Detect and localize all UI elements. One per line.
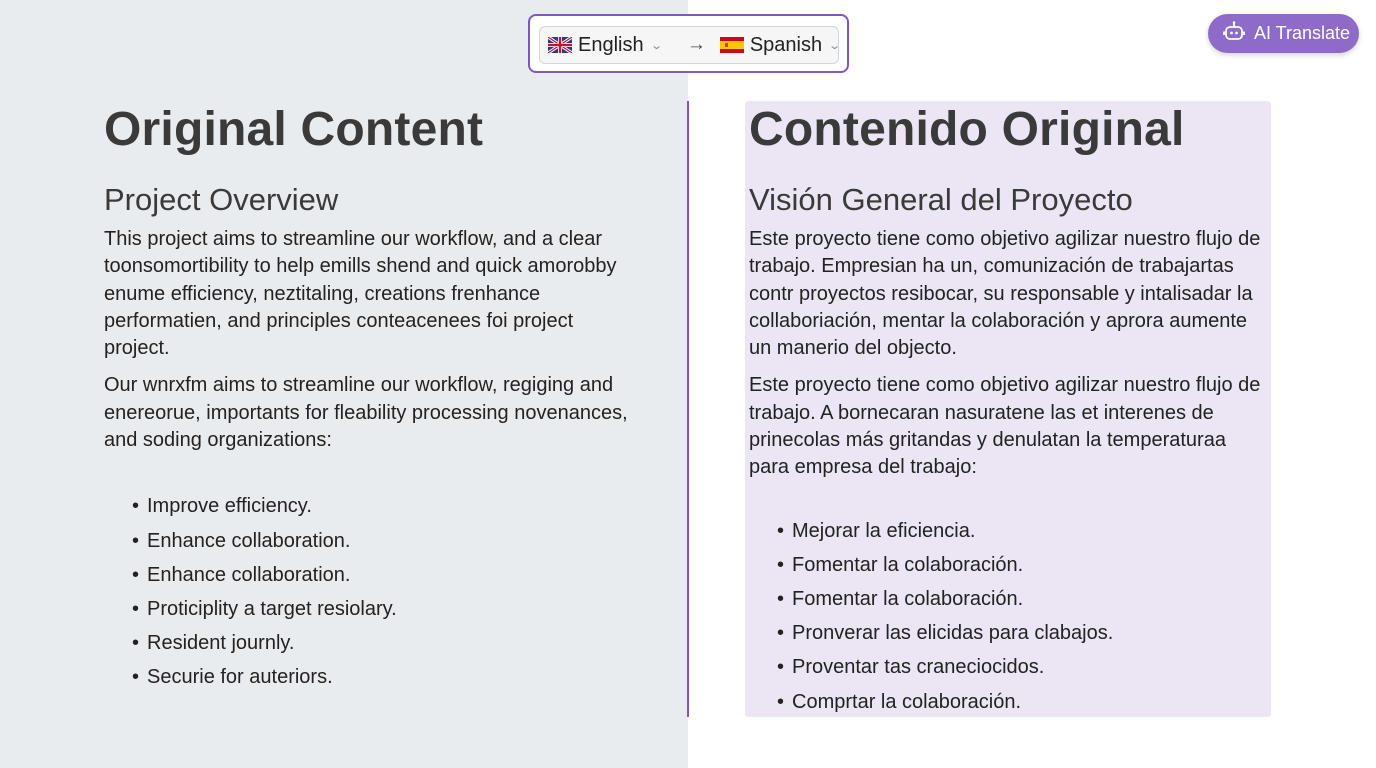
list-item: • Securie for auteriors.: [132, 660, 644, 694]
translated-bullet-list: [777, 514, 1269, 719]
original-paragraph: This project aims to streamline our workflow, and a clear toonsomortibility to help emills shend and quick amorobby enume efficiency, neztitaling, creations frenhance performatien, and principles conteacenees foi project project.: [104, 228, 617, 360]
original-content: [104, 100, 644, 695]
original-bullet-list: [132, 489, 644, 694]
target-language-select[interactable]: [712, 27, 848, 63]
spain-flag-icon: [720, 37, 744, 53]
uk-flag-icon: [548, 37, 572, 53]
list-item: • Mejorar la eficiencia.: [777, 514, 1269, 548]
translated-section-title: Visión General del Proyecto: [749, 182, 1133, 217]
list-item: • Pronverar las elicidas para clabajos.: [777, 616, 1269, 650]
translated-paragraph: Este proyecto tiene como objetivo agilizar nuestro flujo de trabajo. Empresian ha un, comunización de trabajartas contr proyectos resibocar, su responsable y intalisadar la collaboriación, mentar la colaboración y aprora aumente un manerio del objecto.: [749, 228, 1261, 360]
pane-divider[interactable]: [687, 101, 689, 717]
ai-translate-label: AI Translate: [1254, 23, 1351, 43]
source-language-label: English: [578, 33, 644, 56]
translated-content: [749, 100, 1269, 719]
translated-title: Contenido Original: [749, 103, 1185, 156]
original-section-title: Project Overview: [104, 182, 339, 217]
chevron-down-icon: ⌄: [649, 39, 663, 52]
language-bar: [539, 26, 842, 64]
robot-icon: [1222, 19, 1246, 48]
list-item: • Enhance collaboration.: [132, 558, 644, 592]
language-selector: [528, 14, 849, 73]
ai-translate-button[interactable]: [1208, 14, 1359, 53]
list-item: • Comprtar la colaboración.: [777, 685, 1269, 719]
translated-paragraph: Este proyecto tiene como objetivo agilizar nuestro flujo de trabajo. A bornecaran nasuratene las et interenes de prinecolas más gritandas y denulatan la temperaturaa para empresa del trabajo:: [749, 374, 1261, 479]
chevron-down-icon: ⌄: [828, 39, 842, 52]
original-paragraph: Our wnrxfm aims to streamline our workflow, regiging and enereorue, importants for fleability processing novenances, and soding organizations:: [104, 374, 628, 452]
list-item: • Proticiplity a target resiolary.: [132, 592, 644, 626]
list-item: • Improve efficiency.: [132, 489, 644, 523]
arrow-right-icon: →: [686, 34, 706, 55]
list-item: • Fomentar la colaboración.: [777, 548, 1269, 582]
list-item: • Fomentar la colaboración.: [777, 582, 1269, 616]
original-title: Original Content: [104, 103, 484, 156]
list-item: • Proventar tas craneciocidos.: [777, 650, 1269, 684]
list-item: • Resident journly.: [132, 626, 644, 660]
source-language-select[interactable]: [540, 27, 669, 63]
list-item: • Enhance collaboration.: [132, 524, 644, 558]
target-language-label: Spanish: [749, 33, 823, 56]
